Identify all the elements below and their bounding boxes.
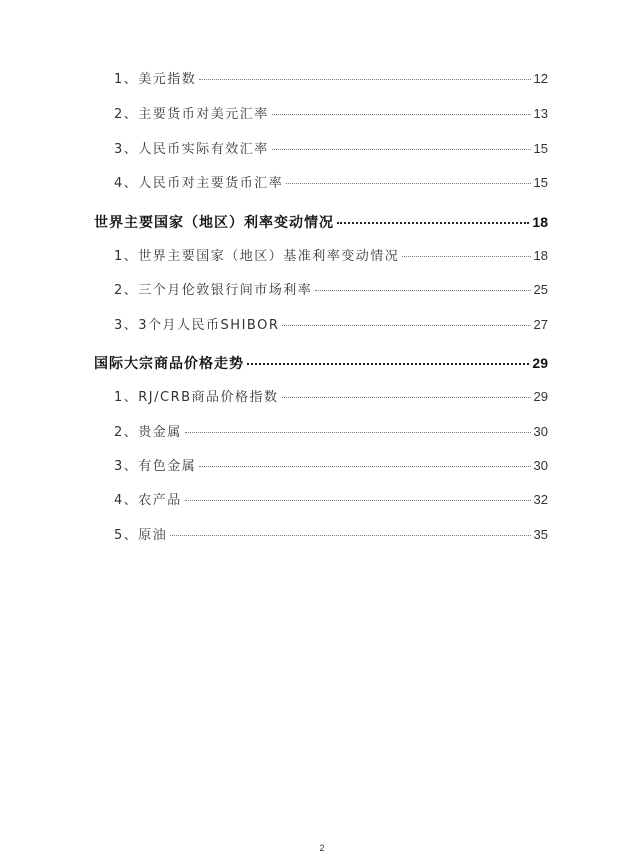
dot-leader <box>282 397 531 398</box>
page-number: 2 <box>319 843 325 853</box>
toc-entry-page: 29 <box>533 389 548 404</box>
toc-entry-rmb-real-effective-rate[interactable] <box>114 138 548 157</box>
toc-heading-page: 29 <box>532 355 548 371</box>
dot-leader <box>286 183 530 184</box>
toc-entry-precious-metals[interactable] <box>114 421 548 440</box>
toc-entry-label: 2、主要货币对美元汇率 <box>114 107 269 122</box>
dot-leader <box>199 79 530 80</box>
toc-entry-page: 35 <box>533 527 548 542</box>
toc-entry-libor-3m[interactable] <box>114 279 548 298</box>
toc-entry-page: 32 <box>533 492 548 507</box>
toc-entry-page: 15 <box>533 175 548 190</box>
dot-leader <box>170 535 530 536</box>
toc-entry-page: 25 <box>533 282 548 297</box>
toc-entry-major-currencies-vs-usd[interactable] <box>114 103 548 122</box>
toc-entry-usd-index[interactable] <box>114 68 548 87</box>
toc-heading-label: 世界主要国家（地区）利率变动情况 <box>94 215 334 231</box>
toc-entry-page: 12 <box>533 71 548 86</box>
toc-entry-crude-oil[interactable] <box>114 524 548 543</box>
dot-leader <box>185 432 531 433</box>
toc-entry-label: 4、人民币对主要货币汇率 <box>114 176 284 191</box>
toc-heading-commodities[interactable] <box>94 353 548 373</box>
toc-entry-label: 2、三个月伦敦银行间市场利率 <box>114 283 313 298</box>
toc-entry-label: 1、RJ/CRB商品价格指数 <box>114 390 279 405</box>
toc-entry-benchmark-rates[interactable] <box>114 245 548 264</box>
toc-entry-label: 1、世界主要国家（地区）基准利率变动情况 <box>114 249 400 264</box>
toc-entry-page: 30 <box>533 458 548 473</box>
dot-leader <box>315 290 530 291</box>
toc-entry-page: 30 <box>533 424 548 439</box>
toc-entry-rmb-vs-major-currencies[interactable] <box>114 172 548 191</box>
dot-leader <box>272 149 531 150</box>
toc-entry-page: 13 <box>533 106 548 121</box>
dot-leader <box>185 500 531 501</box>
dot-leader <box>272 114 531 115</box>
toc-heading-page: 18 <box>532 214 548 230</box>
toc-entry-label: 5、原油 <box>114 528 168 543</box>
dot-leader <box>402 256 530 257</box>
toc-entry-label: 1、美元指数 <box>114 72 197 87</box>
toc-entry-label: 4、农产品 <box>114 493 182 508</box>
dot-leader <box>199 466 530 467</box>
toc-heading-interest-rates[interactable] <box>94 212 548 232</box>
toc-heading-label: 国际大宗商品价格走势 <box>94 356 244 372</box>
toc-entry-nonferrous-metals[interactable] <box>114 455 548 474</box>
toc-entry-label: 3、有色金属 <box>114 459 197 474</box>
toc-entry-label: 2、贵金属 <box>114 425 182 440</box>
dot-leader <box>337 222 529 224</box>
toc-entry-page: 15 <box>533 141 548 156</box>
dot-leader <box>247 363 529 365</box>
dot-leader <box>282 325 530 326</box>
toc-entry-label: 3、人民币实际有效汇率 <box>114 142 269 157</box>
toc-entry-label: 3、3个月人民币SHIBOR <box>114 318 280 333</box>
toc-entry-shibor-3m[interactable] <box>114 314 548 333</box>
toc-entry-rj-crb-index[interactable] <box>114 386 548 405</box>
toc-entry-page: 18 <box>533 248 548 263</box>
toc-entry-page: 27 <box>533 317 548 332</box>
toc-entry-agricultural-products[interactable] <box>114 489 548 508</box>
